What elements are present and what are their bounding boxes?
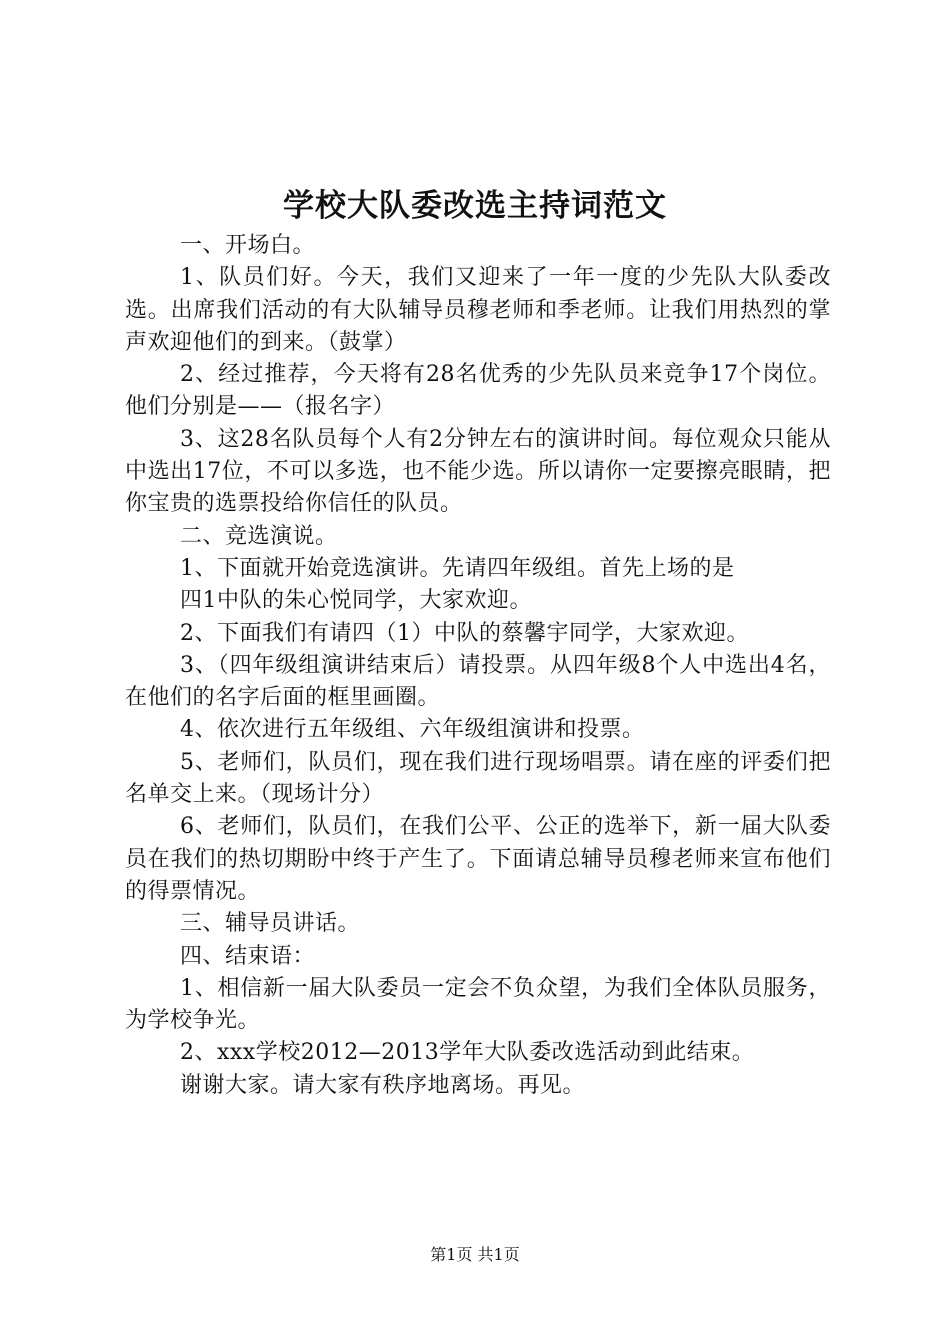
paragraph-speech-3: 3、（四年级组演讲结束后）请投票。从四年级8个人中选出4名，在他们的名字后面的框里画圈。 [125,652,831,711]
paragraph-opening-2: 2、经过推荐，今天将有28名优秀的少先队员来竞争17个岗位。他们分别是——（报名字） [125,362,831,420]
paragraph-closing-2: 2、xxx学校2012—2013学年大队委改选活动到此结束。 [180,1040,755,1066]
document-body [125,230,831,1102]
paragraph-speech-2: 2、下面我们有请四（1）中队的蔡馨宇同学，大家欢迎。 [180,620,749,646]
paragraph-speech-1-cont: 四1中队的朱心悦同学，大家欢迎。 [180,588,532,614]
paragraph-speech-6: 6、老师们，队员们，在我们公平、公正的选举下，新一届大队委员在我们的热切期盼中终于产生了。下面请总辅导员穆老师来宣布他们的得票情况。 [125,814,831,904]
paragraph-closing-heading: 四、结束语： [180,943,316,969]
paragraph-speech-5: 5、老师们，队员们，现在我们进行现场唱票。请在座的评委们把名单交上来。（现场计分） [125,749,831,808]
paragraph-closing-1: 1、相信新一届大队委员一定会不负众望，为我们全体队员服务，为学校争光。 [125,975,831,1034]
paragraph-opening-1: 1、队员们好。今天，我们又迎来了一年一度的少先队大队委改选。出席我们活动的有大队辅导员穆老师和季老师。让我们用热烈的掌声欢迎他们的到来。（鼓掌） [125,265,831,355]
document-title: 学校大队委改选主持词范文 [283,188,667,224]
paragraph-closing-3: 谢谢大家。请大家有秩序地离场。再见。 [180,1072,586,1098]
paragraph-counselor-heading: 三、辅导员讲话。 [180,911,361,937]
paragraph-opening-3: 3、这28名队员每个人有2分钟左右的演讲时间。每位观众只能从中选出17位，不可以多选，也不能少选。所以请你一定要擦亮眼睛，把你宝贵的选票投给你信任的队员。 [125,426,831,517]
page-footer: 第1页 共1页 [430,1245,520,1264]
paragraph-opening-heading: 一、开场白。 [180,233,316,258]
paragraph-speech-1: 1、下面就开始竞选演讲。先请四年级组。首先上场的是 [180,555,735,581]
paragraph-speech-heading: 二、竞选演说。 [180,523,338,549]
paragraph-speech-4: 4、依次进行五年级组、六年级组演讲和投票。 [180,717,645,743]
